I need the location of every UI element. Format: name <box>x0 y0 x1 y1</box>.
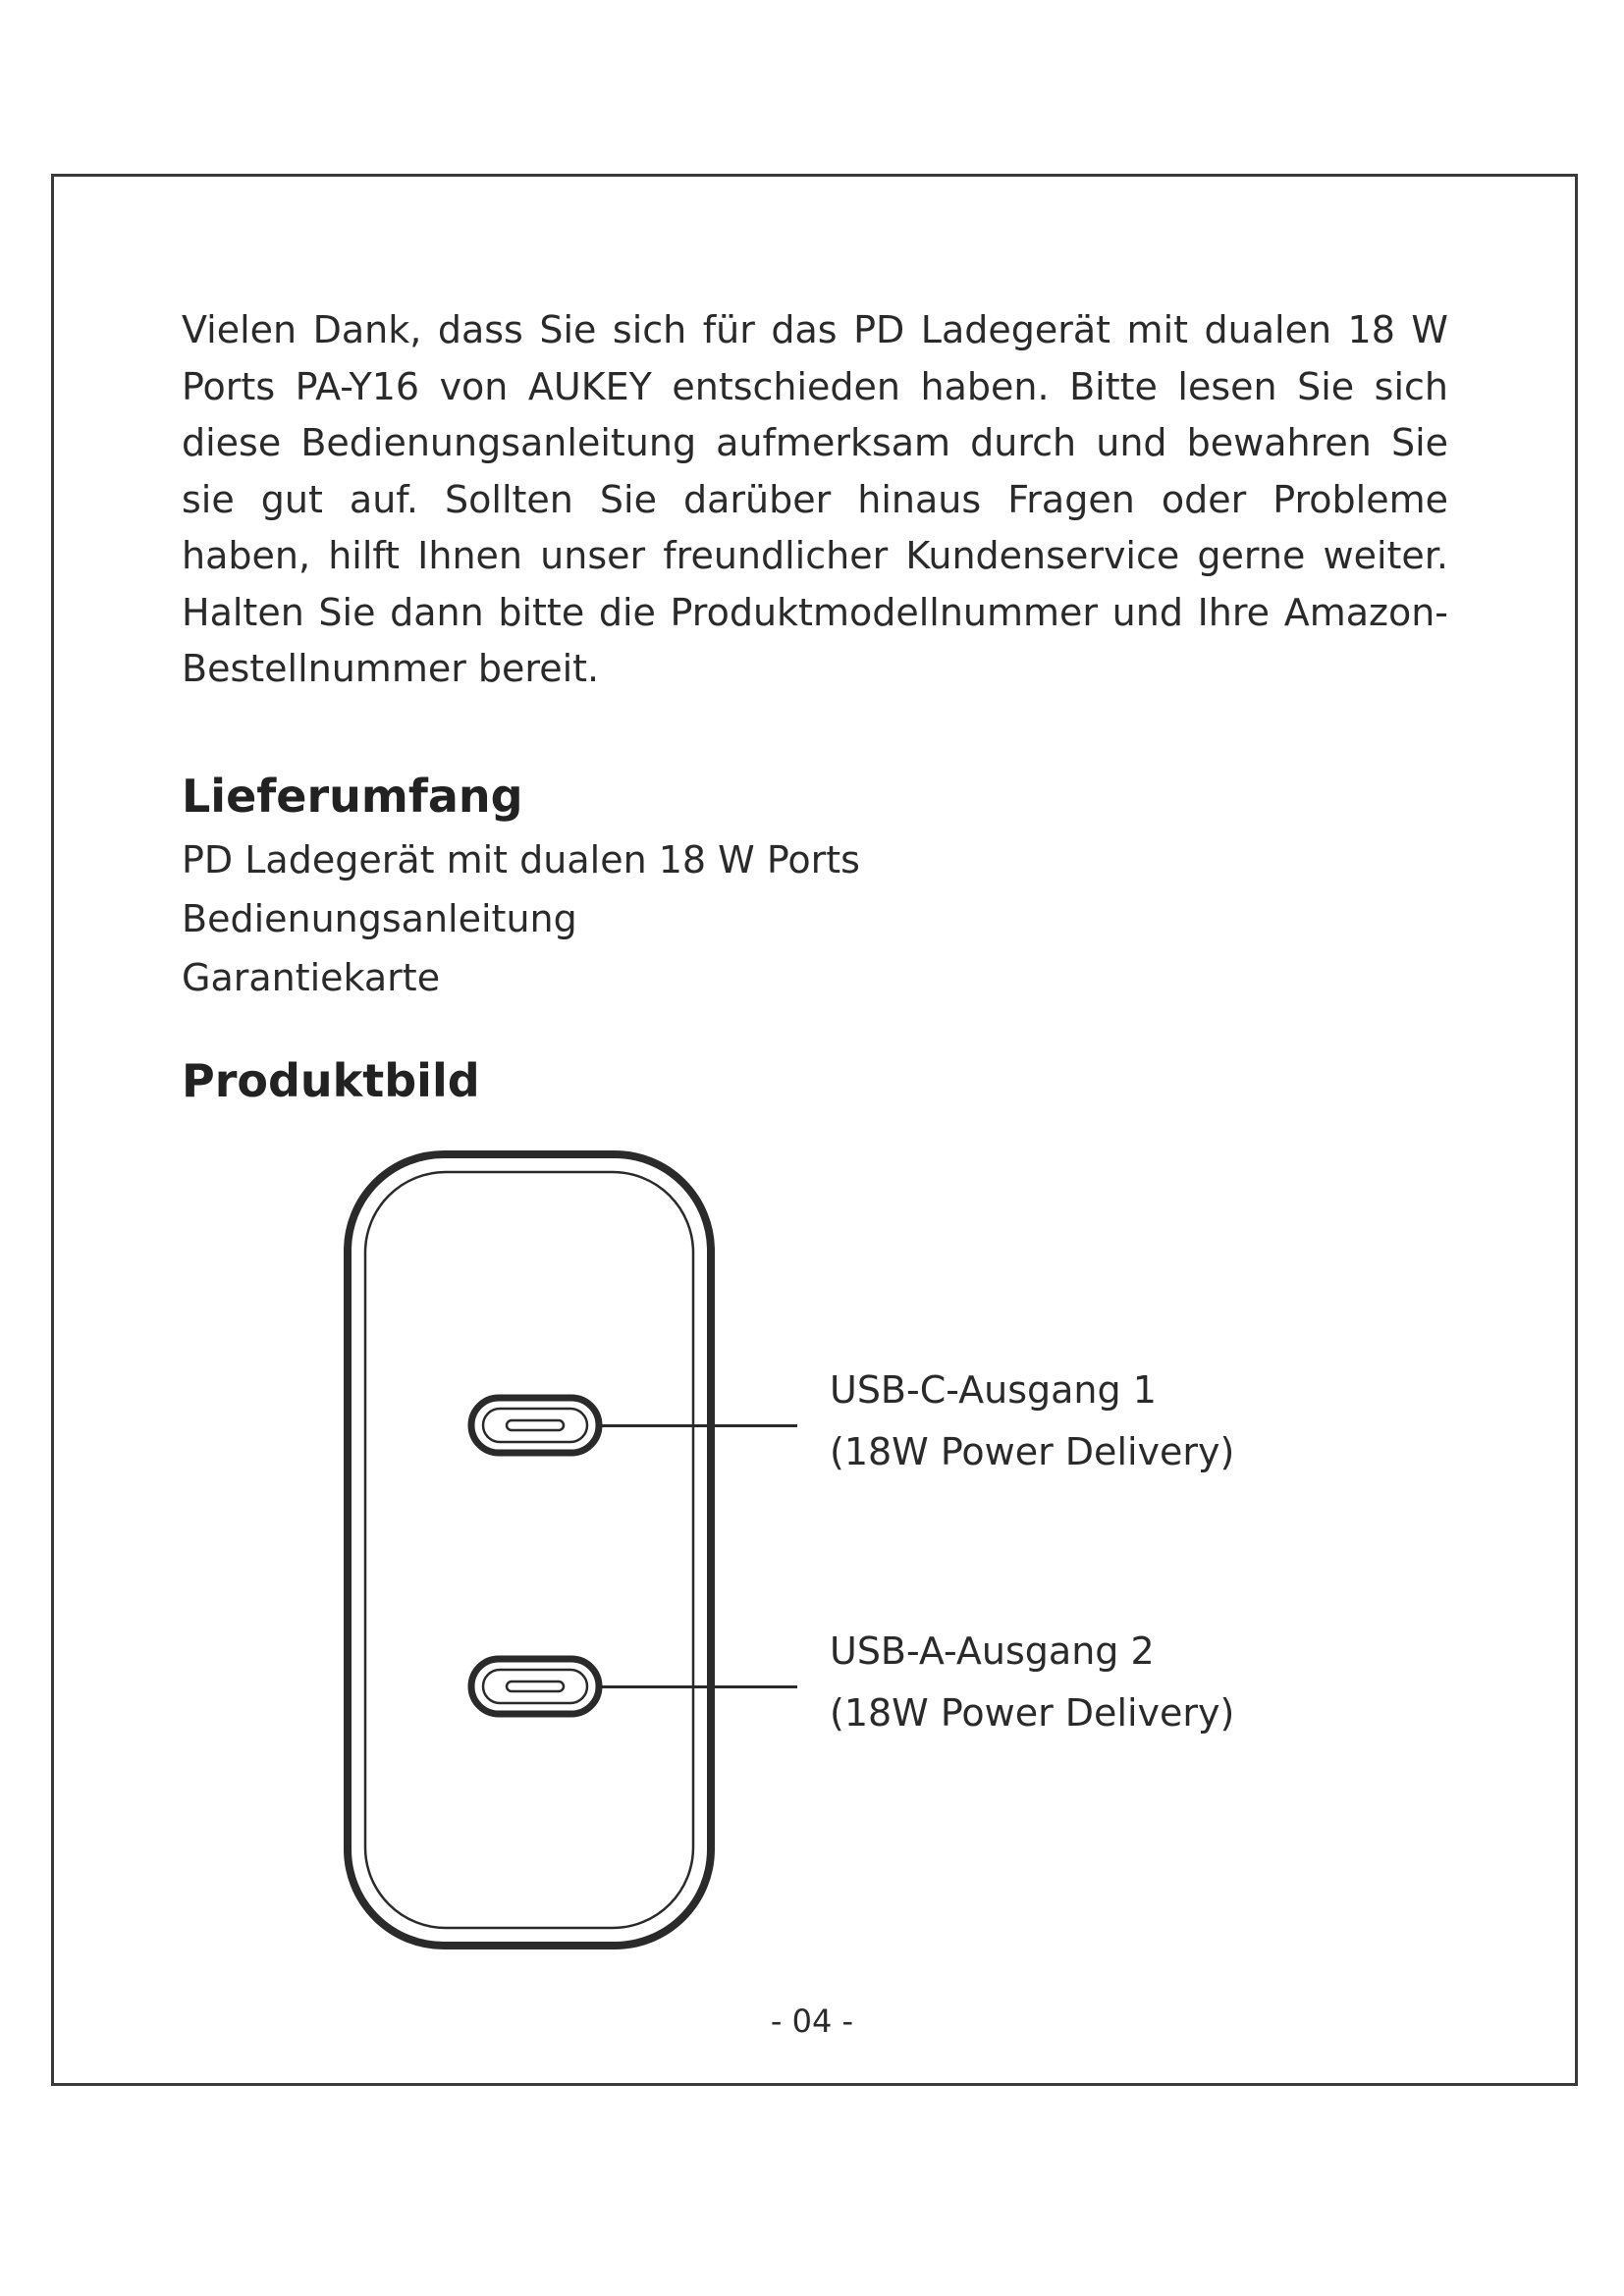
port-2-name: USB-A-Ausgang 2 <box>830 1629 1155 1673</box>
charger-body-outline <box>348 1154 711 1946</box>
product-image-heading: Produktbild <box>182 1054 480 1107</box>
usb-c-port-2 <box>471 1659 599 1714</box>
usb-c-port-1 <box>471 1398 599 1453</box>
contents-item: PD Ladegerät mit dualen 18 W Ports <box>182 838 860 881</box>
contents-list <box>182 830 860 1007</box>
port-1-label <box>830 1360 1234 1483</box>
contents-item: Garantiekarte <box>182 956 441 999</box>
page-number: - 04 - <box>770 2002 854 2040</box>
contents-heading: Lieferumfang <box>182 770 523 823</box>
port-2-label <box>830 1621 1234 1744</box>
contents-item: Bedienungsanleitung <box>182 897 577 940</box>
intro-paragraph: Vielen Dank, dass Sie sich für das PD Ladegerät mit dualen 18 W Ports PA-Y16 von AUKEY entschieden haben. Bitte lesen Sie sich diese Bedienungsanleitung aufmerksam durch und bewahren Sie sie gut auf. Sollten Sie darüber hinaus Fragen oder Probleme haben, hilft Ihnen unser freundlicher Kundenservice gerne weiter. Halten Sie dann bitte die Produktmodellnummer und Ihre Amazon-Bestellnummer bereit. <box>182 308 1448 690</box>
port-2-leader-line <box>601 1685 797 1688</box>
port-1-leader-line <box>601 1424 797 1427</box>
port-1-detail: (18W Power Delivery) <box>830 1430 1235 1473</box>
port-2-detail: (18W Power Delivery) <box>830 1691 1235 1735</box>
charger-illustration <box>324 1139 736 1963</box>
port-1-name: USB-C-Ausgang 1 <box>830 1368 1157 1412</box>
charger-body-inner-outline <box>365 1172 693 1928</box>
